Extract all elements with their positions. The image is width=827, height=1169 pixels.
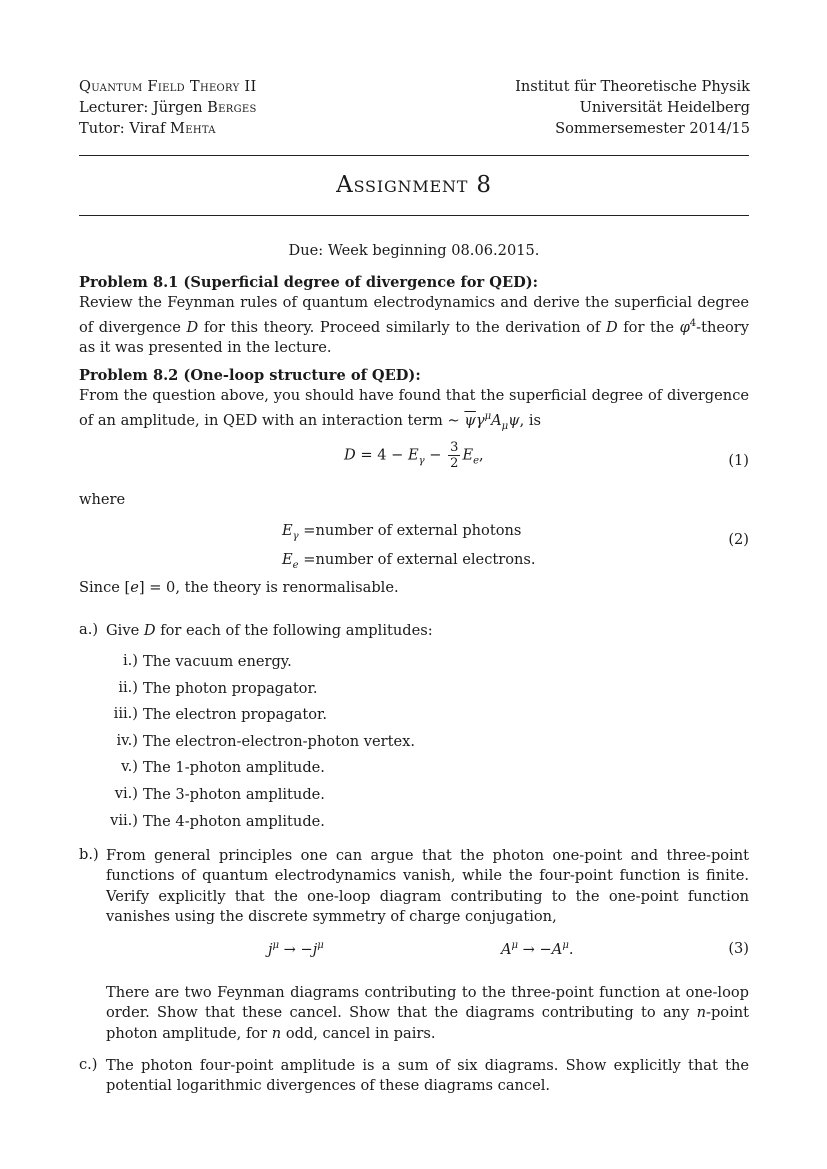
part-b-text-2-a: There are two Feynman diagrams contributing to the three-point function at one-loop order. Show that these cancel. Show that the diagrams contributing to any <box>106 984 749 1022</box>
since-a: Since [ <box>79 579 131 596</box>
amplitude-item: The 3-photon amplitude. <box>143 786 325 803</box>
semester: Sommersemester 2014/15 <box>555 120 750 137</box>
tutor-surname: Mehta <box>170 120 216 137</box>
assignment-title: Assignment 8 <box>336 172 492 198</box>
bottom-rule <box>79 215 749 216</box>
tutor-line <box>79 118 257 139</box>
part-a-text-b: for each of the following amplitudes: <box>160 622 433 639</box>
part-c-text: The photon four-point amplitude is a sum of six diagrams. Show explicitly that the potential logarithmic divergences of these diagrams cancel. <box>106 1057 749 1095</box>
amplitude-label: vii.) <box>110 811 138 829</box>
part-c-label: c.) <box>79 1056 98 1073</box>
lecturer-line <box>79 97 257 118</box>
lecturer-prefix: Lecturer: Jürgen <box>79 99 203 116</box>
amplitude-item: The 4-photon amplitude. <box>143 812 325 830</box>
amplitude-label: iii.) <box>113 705 138 723</box>
tutor-prefix: Tutor: Viraf <box>79 120 166 137</box>
amplitude-label: v.) <box>121 758 138 776</box>
eq2-line-2-text: =number of external electrons. <box>303 550 536 568</box>
eq1-number: (1) <box>728 452 749 469</box>
course-name: Quantum Field Theory II <box>79 78 257 95</box>
amplitude-label: ii.) <box>118 678 138 696</box>
amplitude-item: The vacuum energy. <box>143 653 292 670</box>
amplitude-item: The electron propagator. <box>143 706 328 724</box>
top-rule <box>79 155 749 156</box>
equation-2 <box>79 519 749 571</box>
amplitude-label: i.) <box>123 652 138 669</box>
renormalisable-text: Since [e] = 0, the theory is renormalisable. <box>79 579 399 596</box>
problem-8-1-text-d: -theory as it was presented in the lecture. <box>79 318 750 357</box>
header-left <box>79 76 257 139</box>
problem-8-2-intro-b: , is <box>519 411 541 429</box>
where-text: where <box>79 491 126 508</box>
institute: Institut für Theoretische Physik <box>515 78 750 95</box>
problem-8-2-heading: Problem 8.2 (One-loop structure of QED): <box>79 367 421 384</box>
problem-8-1-text-c: for the <box>623 318 674 336</box>
problem-8-2-intro: From the question above, you should have found that the superficial degree of divergence of an amplitude, in QED with an interaction term ∼ $\overline{\psi}\gamma^\mu A_\mu\psi$, is <box>79 387 749 432</box>
amplitude-item: The photon propagator. <box>143 679 318 697</box>
eq3-number: (3) <box>728 940 749 957</box>
due-date: Due: Week beginning 08.06.2015. <box>288 242 540 259</box>
problem-8-1-text-b: for this theory. Proceed similarly to the derivation of <box>203 318 601 336</box>
eq2-line-1: $E_\gamma$ =number of external photons <box>282 522 522 542</box>
lecturer-surname: Berges <box>207 99 257 116</box>
amplitude-label: iv.) <box>116 731 138 749</box>
part-a-text-a: Give <box>106 622 140 639</box>
problem-8-1-text: Review the Feynman rules of quantum electrodynamics and derive the superficial degree of divergence D for this theory. Proceed similarly to the derivation of D for the $\varphi^4$-theory as it was presented in the lecture. <box>79 294 750 357</box>
amplitude-item: The electron-electron-photon vertex. <box>143 732 415 750</box>
part-b-text-2-b: -point photon amplitude, for <box>106 1004 750 1042</box>
problem-8-1-text-a: Review the Feynman rules of quantum electrodynamics and derive the superficial degree of divergence <box>79 294 749 336</box>
part-b-text-2: There are two Feynman diagrams contributing to the three-point function at one-loop order. Show that these cancel. Show that the diagrams contributing to any n-point photon amplitude, for n odd, cancel in pairs. <box>106 984 750 1042</box>
problem-8-1 <box>79 273 749 358</box>
eq2-number: (2) <box>728 531 749 548</box>
amplitude-item: The 1-photon amplitude. <box>143 759 325 777</box>
part-a-text: Give D for each of the following amplitudes: <box>106 622 433 639</box>
eq2-line-2: $E_e$ =number of external electrons. <box>282 550 536 571</box>
part-a-label: a.) <box>79 621 99 638</box>
problem-8-1-heading: Problem 8.1 (Superficial degree of divergence for QED): <box>79 274 539 291</box>
equation-1: $D = 4 - E_\gamma$ − $\frac{3}{2}$ $E_e$, (1) <box>344 440 749 471</box>
problem-8-2-intro-a: From the question above, you should have found that the superficial degree of divergence of an amplitude, in QED with an interaction term <box>79 387 749 429</box>
problem-8-2 <box>79 366 749 437</box>
since-b: ] = 0, the theory is renormalisable. <box>138 579 399 596</box>
university: Universität Heidelberg <box>579 99 750 116</box>
header-right <box>515 76 750 139</box>
part-b-label: b.) <box>79 846 99 863</box>
part-b-text-2-c: odd, cancel in pairs. <box>285 1024 436 1042</box>
equation-3: $j^\mu \to -j^\mu$ $A^\mu \to -A^\mu$. (3) <box>268 940 749 958</box>
eq2-line-1-text: =number of external photons <box>303 522 522 539</box>
part-b-text: From general principles one can argue that the photon one-point and three-point functions of quantum electrodynamics vanish, while the four-point function is finite. Verify explicitly that the one-loop diagram contributing to the one-point function vanishes using the discrete symmetry of charge conjugation, <box>106 847 749 926</box>
amplitude-label: vi.) <box>114 785 138 802</box>
